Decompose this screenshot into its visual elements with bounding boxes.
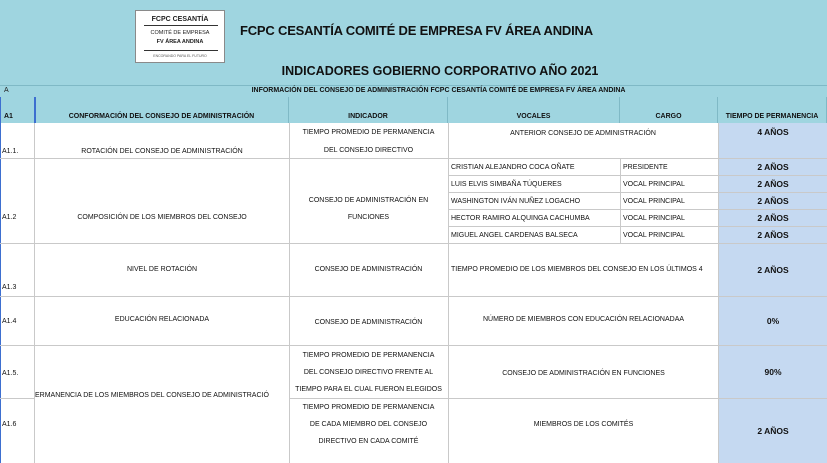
indicador-a1-3[interactable]: CONSEJO DE ADMINISTRACIÓN bbox=[314, 265, 423, 273]
section-info: INFORMACIÓN DEL CONSEJO DE ADMINISTRACIÓN FCPC CESANTÍA COMITÉ DE EMPRESA FV ÁREA ANDINA bbox=[251, 87, 626, 94]
tiempo-a1-4[interactable]: 0% bbox=[719, 297, 827, 345]
indicators-table bbox=[0, 123, 827, 463]
member-name[interactable]: MIGUEL ANGEL CARDENAS BALSECA bbox=[451, 231, 578, 239]
grid-line bbox=[0, 243, 827, 244]
indicador-a1-1-line1[interactable]: TIEMPO PROMEDIO DE PERMANENCIA bbox=[302, 128, 435, 136]
header-code[interactable]: A1 bbox=[0, 97, 35, 123]
indicador-a1-6-line3[interactable]: DIRECTIVO EN CADA COMITÉ bbox=[318, 437, 419, 445]
indicador-a1-6-line1[interactable]: TIEMPO PROMEDIO DE PERMANENCIA bbox=[302, 403, 435, 411]
member-name[interactable]: HECTOR RAMIRO ALQUINGA CACHUMBA bbox=[451, 214, 590, 222]
tiempo-a1-1[interactable]: 4 AÑOS bbox=[719, 123, 827, 158]
vocales-a1-6[interactable]: MIEMBROS DE LOS COMITÉS bbox=[533, 420, 634, 428]
header-tiempo[interactable]: TIEMPO DE PERMANENCIA bbox=[718, 97, 827, 123]
header-conformacion[interactable]: CONFORMACIÓN DEL CONSEJO DE ADMINISTRACIÓN bbox=[35, 97, 289, 123]
logo-line-1: FCPC CESANTÍA bbox=[151, 16, 209, 23]
tiempo-a1-3[interactable]: 2 AÑOS bbox=[719, 244, 827, 296]
row-code-a1-1[interactable]: A1.1. bbox=[2, 147, 19, 155]
vocales-a1-4[interactable]: NÚMERO DE MIEMBROS CON EDUCACIÓN RELACIONADAA bbox=[482, 315, 685, 323]
header-indicador[interactable]: INDICADOR bbox=[289, 97, 448, 123]
grid-line bbox=[0, 296, 827, 297]
indicador-a1-5-line3[interactable]: TIEMPO PARA EL CUAL FUERON ELEGIDOS bbox=[295, 385, 442, 393]
company-logo bbox=[135, 10, 225, 63]
tiempo-a1-6[interactable]: 2 AÑOS bbox=[719, 399, 827, 463]
row-label-nivel-rotacion[interactable]: NIVEL DE ROTACIÓN bbox=[126, 265, 197, 273]
vocales-a1-1[interactable]: ANTERIOR CONSEJO DE ADMINISTRACIÓN bbox=[510, 129, 656, 137]
member-cargo[interactable]: VOCAL PRINCIPAL bbox=[623, 197, 685, 205]
member-tiempo[interactable]: 2 AÑOS bbox=[719, 193, 827, 209]
member-name[interactable]: WASHINGTON IVÁN NUÑEZ LOGACHO bbox=[451, 197, 581, 205]
indicador-a1-1-line2[interactable]: DEL CONSEJO DIRECTIVO bbox=[323, 146, 414, 154]
header-cargo[interactable]: CARGO bbox=[620, 97, 718, 123]
row-code-a1-5[interactable]: A1.5. bbox=[2, 369, 19, 377]
indicador-a1-2-line1[interactable]: CONSEJO DE ADMINISTRACIÓN EN bbox=[308, 197, 429, 204]
member-cargo[interactable]: VOCAL PRINCIPAL bbox=[623, 180, 685, 188]
section-code: A bbox=[4, 87, 9, 94]
grid-line bbox=[0, 345, 827, 346]
logo-line-2: COMITÉ DE EMPRESA bbox=[150, 30, 210, 36]
grid-line bbox=[0, 398, 34, 399]
row-label-rotacion[interactable]: ROTACIÓN DEL CONSEJO DE ADMINISTRACIÓN bbox=[81, 147, 243, 155]
indicador-a1-5-line1[interactable]: TIEMPO PROMEDIO DE PERMANENCIA bbox=[302, 351, 435, 359]
indicador-a1-4[interactable]: CONSEJO DE ADMINISTRACIÓN bbox=[314, 318, 423, 326]
page-title: FCPC CESANTÍA COMITÉ DE EMPRESA FV ÁREA ANDINA bbox=[240, 23, 593, 38]
indicador-a1-6-line2[interactable]: DE CADA MIEMBRO DEL CONSEJO bbox=[309, 420, 428, 428]
member-cargo[interactable]: PRESIDENTE bbox=[623, 163, 668, 171]
row-label-permanencia[interactable]: ERMANENCIA DE LOS MIEMBROS DEL CONSEJO DE ADMINISTRACIÓ bbox=[35, 391, 269, 399]
header-vocales[interactable]: VOCALES bbox=[448, 97, 620, 123]
row-label-composicion[interactable]: COMPOSICIÓN DE LOS MIEMBROS DEL CONSEJO bbox=[77, 214, 247, 221]
logo-line-3: FV ÁREA ANDINA bbox=[156, 39, 204, 45]
logo-rule bbox=[144, 50, 218, 51]
page-subtitle: INDICADORES GOBIERNO CORPORATIVO AÑO 2021 bbox=[281, 64, 599, 78]
row-code-a1-6[interactable]: A1.6 bbox=[2, 420, 17, 428]
tiempo-a1-5[interactable]: 90% bbox=[719, 346, 827, 398]
member-tiempo[interactable]: 2 AÑOS bbox=[719, 176, 827, 192]
row-code-a1-3[interactable]: A1.3 bbox=[2, 283, 17, 291]
section-row[interactable] bbox=[0, 85, 827, 97]
row-label-educacion[interactable]: EDUCACIÓN RELACIONADA bbox=[114, 315, 210, 323]
vocales-a1-3[interactable]: TIEMPO PROMEDIO DE LOS MIEMBROS DEL CONSEJO EN LOS ÚLTIMOS 4 bbox=[451, 265, 703, 273]
indicador-a1-5-line2[interactable]: DEL CONSEJO DIRECTIVO FRENTE AL bbox=[303, 368, 434, 376]
row-code-a1-4[interactable]: A1.4 bbox=[2, 317, 17, 325]
logo-rule bbox=[144, 25, 218, 26]
member-tiempo[interactable]: 2 AÑOS bbox=[719, 227, 827, 243]
row-code-a1-2[interactable]: A1.2 bbox=[2, 214, 17, 221]
member-name[interactable]: CRISTIAN ALEJANDRO COCA OÑATE bbox=[451, 163, 575, 171]
member-tiempo[interactable]: 2 AÑOS bbox=[719, 210, 827, 226]
member-cargo[interactable]: VOCAL PRINCIPAL bbox=[623, 231, 685, 239]
member-name[interactable]: LUIS ELVIS SIMBAÑA TÚQUERES bbox=[451, 180, 562, 188]
selection-edge bbox=[34, 97, 36, 123]
grid-line bbox=[34, 123, 35, 463]
vocales-a1-5[interactable]: CONSEJO DE ADMINISTRACIÓN EN FUNCIONES bbox=[502, 369, 665, 377]
member-cargo[interactable]: VOCAL PRINCIPAL bbox=[623, 214, 685, 222]
logo-line-4: ENCORANDO PARA EL FUTURO bbox=[153, 54, 207, 58]
indicador-a1-2-line2[interactable]: FUNCIONES bbox=[347, 214, 390, 221]
member-tiempo[interactable]: 2 AÑOS bbox=[719, 159, 827, 175]
